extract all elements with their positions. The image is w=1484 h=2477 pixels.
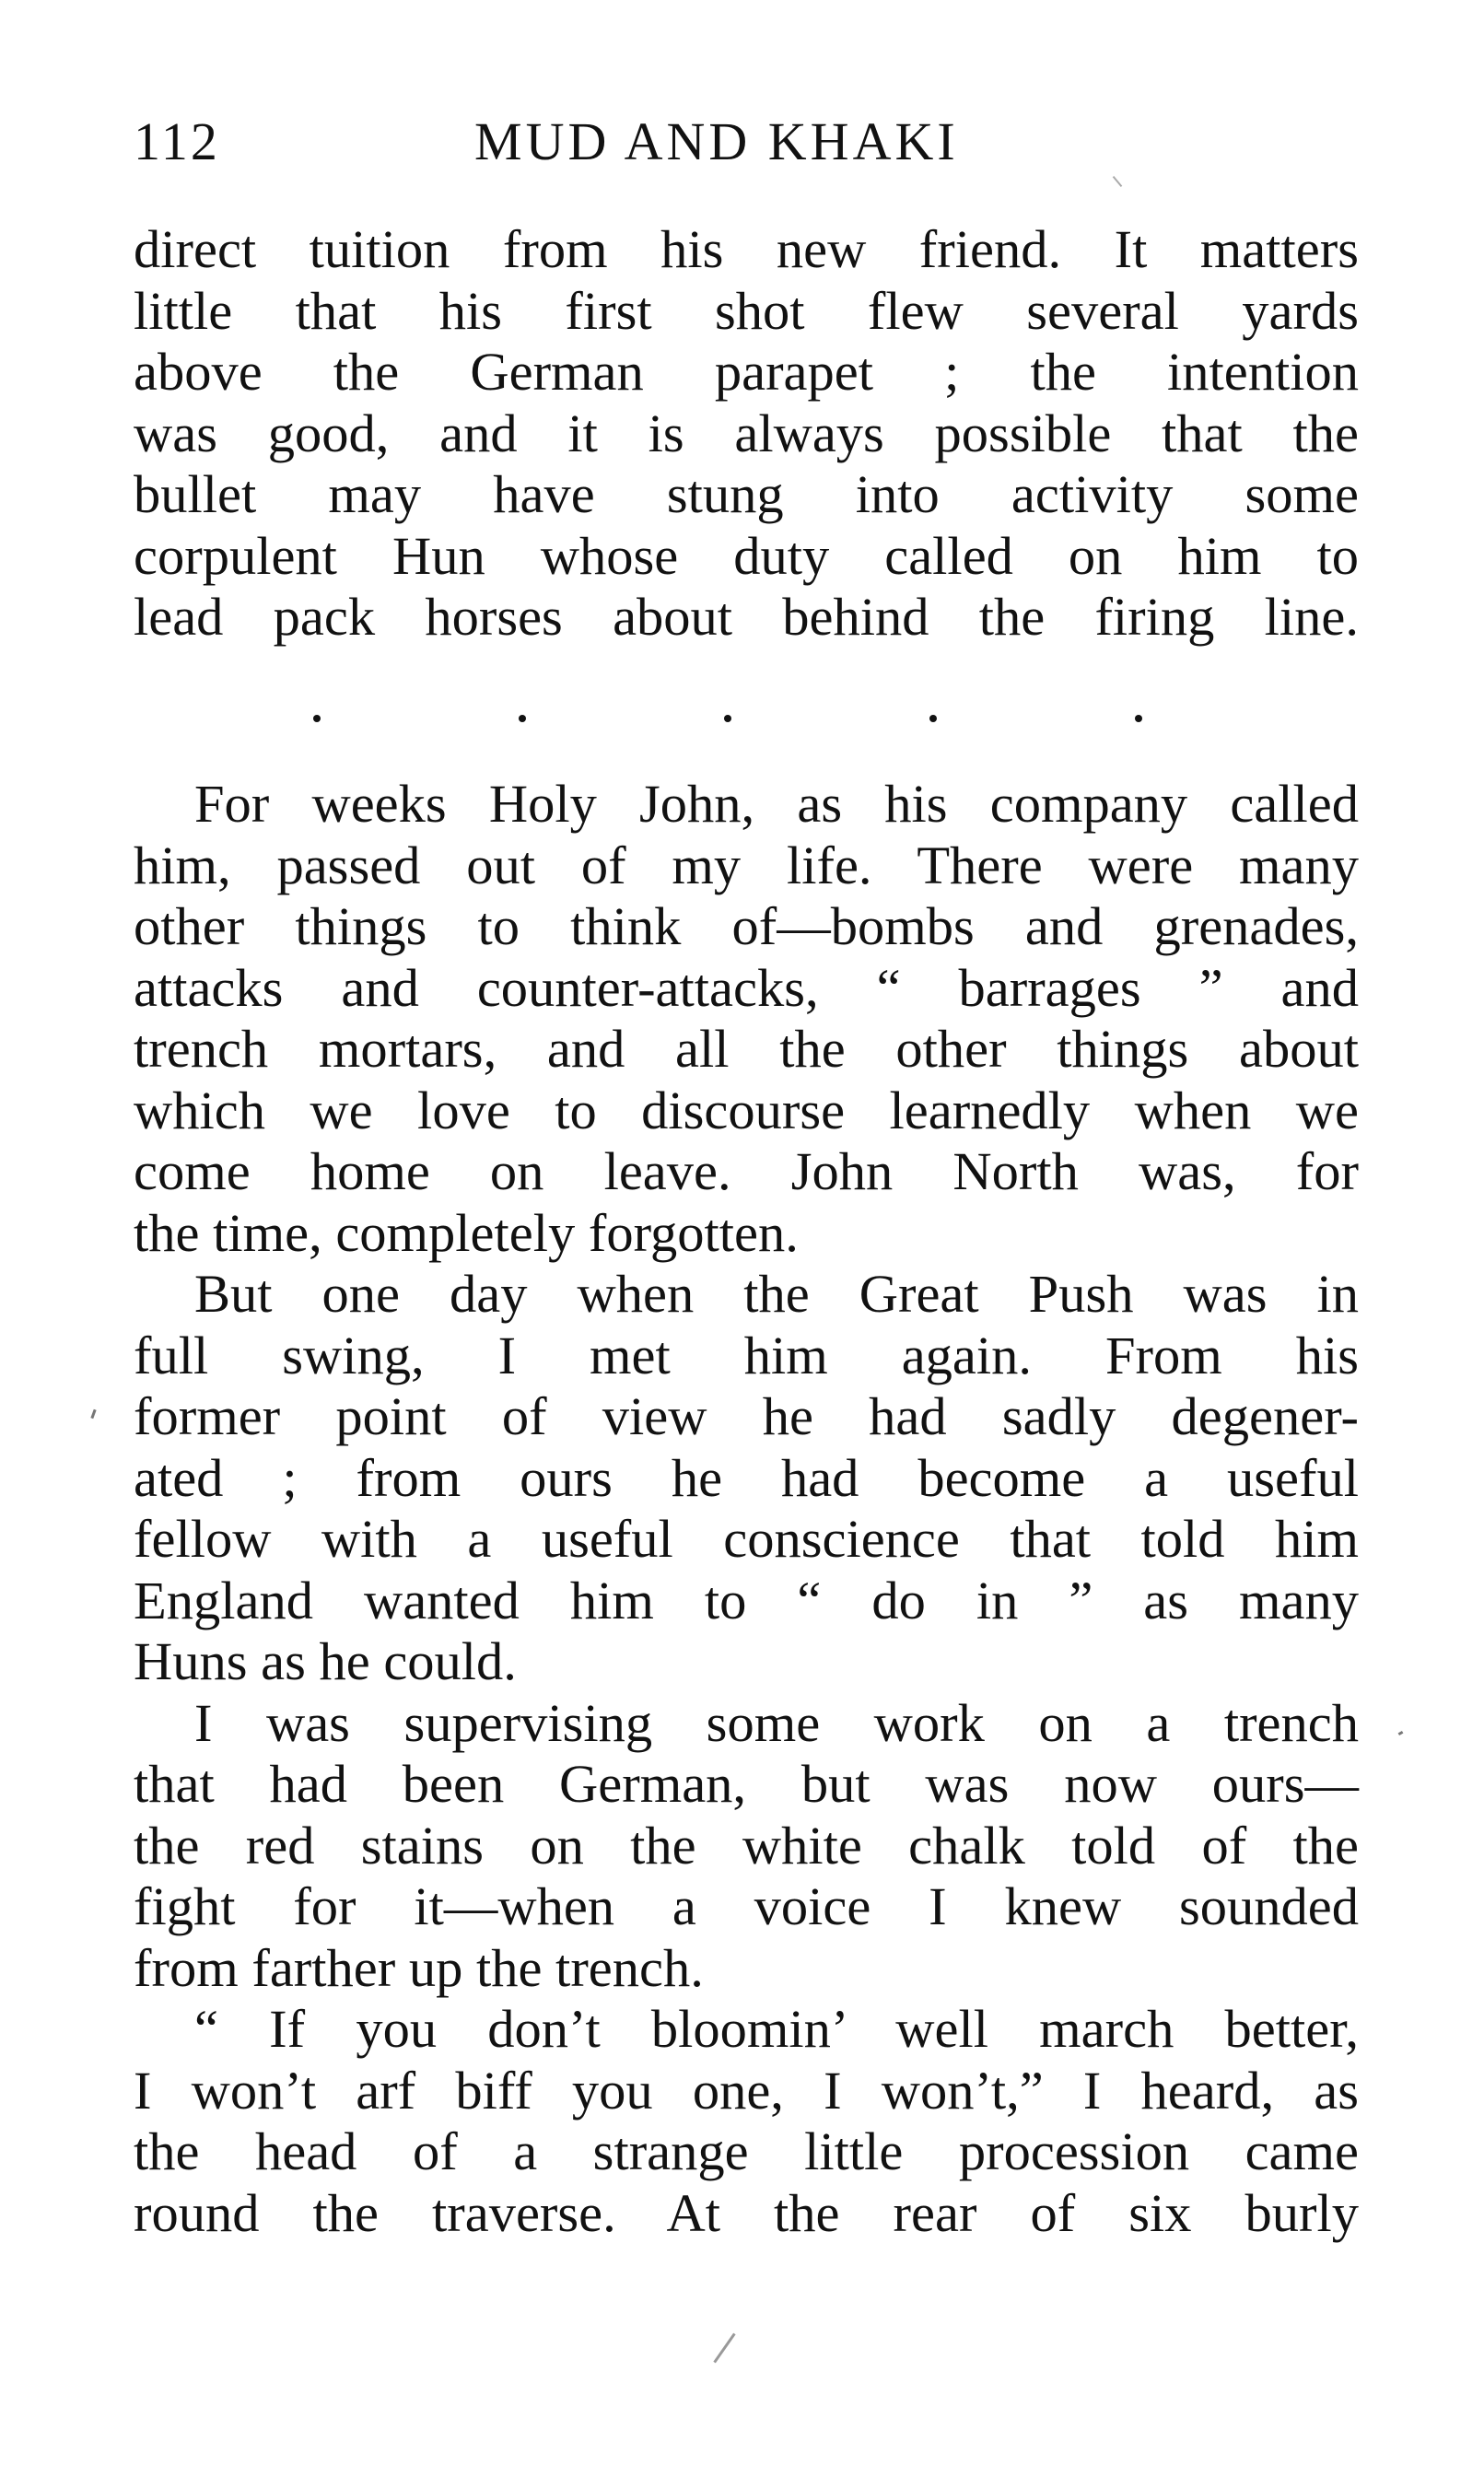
text-line: direct tuition from his new friend. It matters [134,219,1359,279]
text-line: bullet may have stung into activity some [134,464,1359,524]
text-line: “ If you don’t bloomin’ well march better, [194,1999,1359,2059]
text-line: trench mortars, and all the other things about [134,1019,1359,1079]
text-line: above the German parapet ; the intention [134,342,1359,402]
text-line: fight for it—when a voice I knew sounded [134,1876,1359,1936]
text-line: from farther up the trench. [134,1937,704,1998]
text-line: ated ; from ours he had become a useful [134,1447,1359,1508]
text-line: which we love to discourse learnedly when we [134,1080,1359,1140]
text-line: But one day when the Great Push was in [194,1264,1359,1324]
section-break [313,700,1142,737]
section-text [134,774,1359,2244]
text-line: For weeks Holy John, as his company called [194,774,1359,834]
text-line: attacks and counter-attacks, “ barrages ” and [134,957,1359,1018]
paragraph-continuation [134,219,1359,648]
text-line: Huns as he could. [134,1631,517,1691]
running-head [134,111,1350,193]
text-line: other things to think of—bombs and grenades, [134,896,1359,956]
section-break-dot [929,715,937,722]
text-line: the head of a strange little procession came [134,2121,1359,2181]
text-line: corpulent Hun whose duty called on him to [134,525,1359,586]
text-line: I was supervising some work on a trench [194,1692,1359,1753]
section-break-dot [313,715,321,722]
text-line: I won’t arf biff you one, I won’t,” I heard, as [134,2060,1359,2121]
text-line: fellow with a useful conscience that told him [134,1509,1359,1569]
text-line: the red stains on the white chalk told of the [134,1815,1359,1875]
section-break-dot [519,715,526,722]
page-number: 112 [134,111,220,171]
text-line: him, passed out of my life. There were many [134,835,1359,895]
paper-speck [1398,1731,1404,1735]
text-line: former point of view he had sadly degener- [134,1386,1359,1446]
text-line: come home on leave. John North was, for [134,1141,1359,1201]
text-line: England wanted him to “ do in ” as many [134,1570,1359,1630]
paper-speck [90,1409,96,1419]
text-line: was good, and it is always possible that the [134,403,1359,463]
section-break-dot [724,715,731,722]
section-break-dot [1135,715,1142,722]
text-line: round the traverse. At the rear of six burly [134,2182,1359,2243]
paper-speck [713,2333,735,2364]
running-title: MUD AND KHAKI [474,111,959,171]
text-line: full swing, I met him again. From his [134,1325,1359,1385]
text-line: lead pack horses about behind the firing line. [134,587,1359,647]
text-line: little that his first shot flew several yards [134,280,1359,341]
text-line: that had been German, but was now ours— [134,1754,1359,1814]
text-line: the time, completely forgotten. [134,1202,799,1263]
